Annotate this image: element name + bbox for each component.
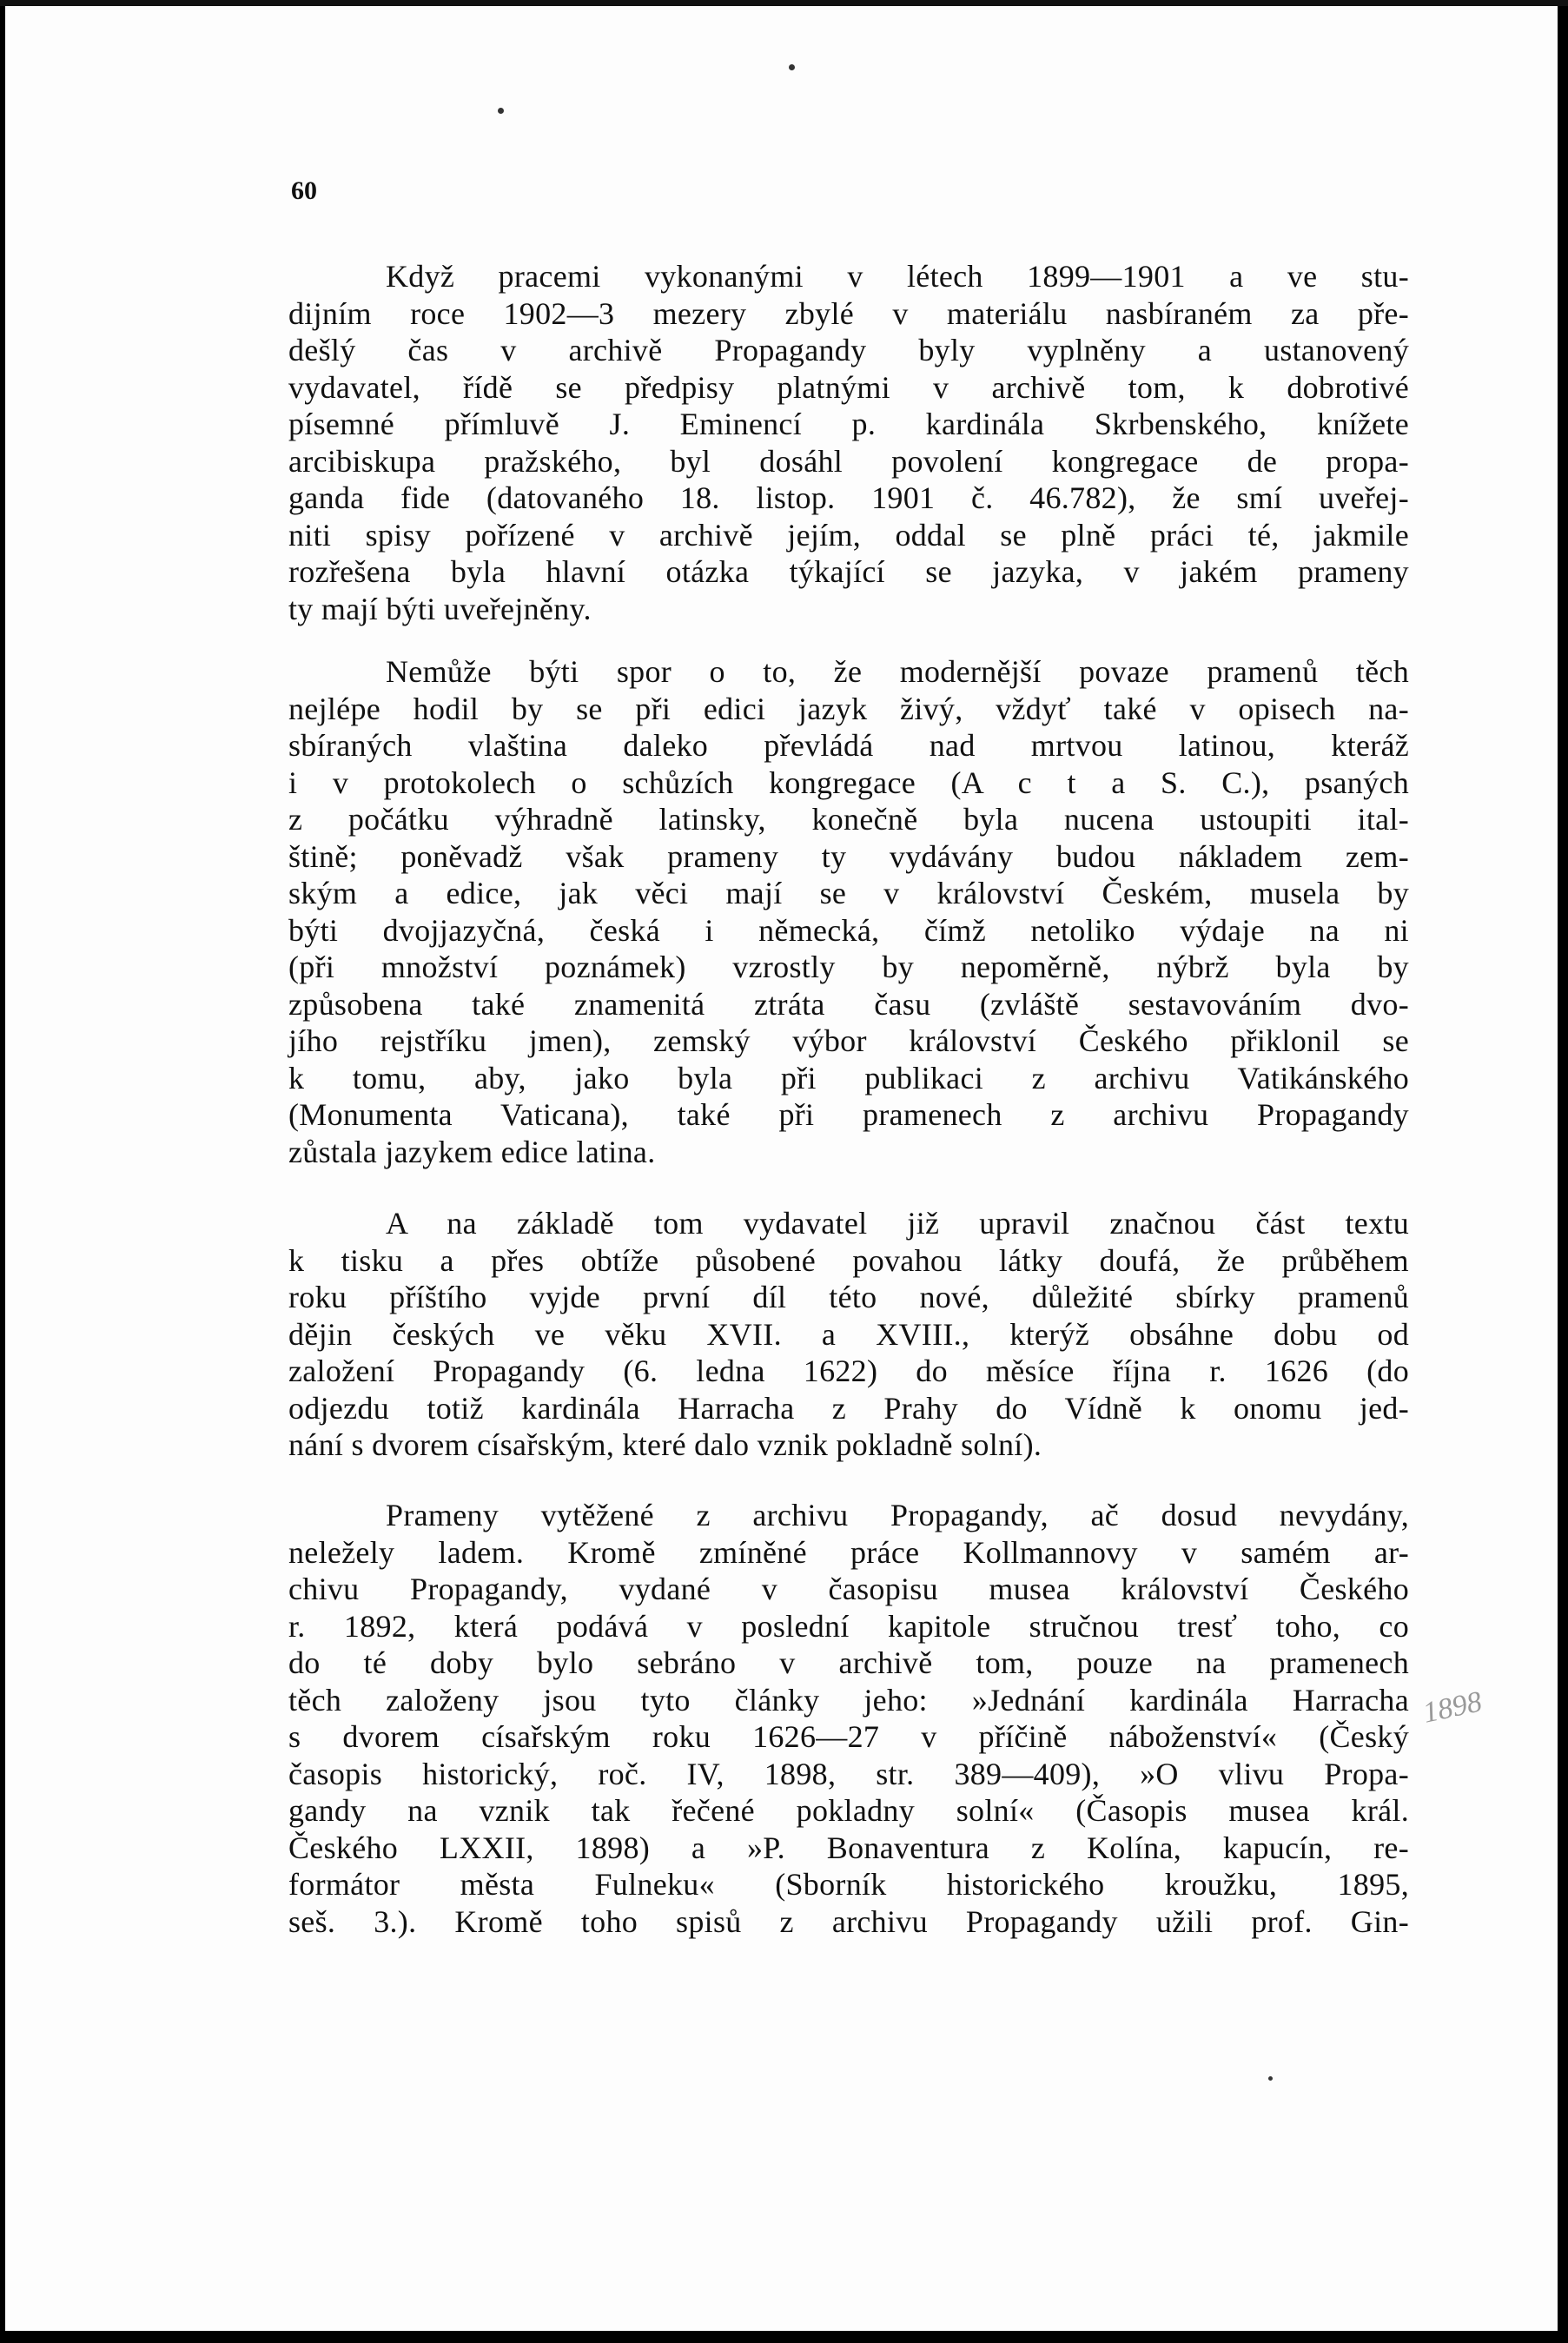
- text-line: (při množství poznámek) vzrostly by nepoměrně, nýbrž byla by: [288, 950, 1409, 984]
- text-line: dešlý čas v archivě Propagandy byly vyplněny a ustanovený: [288, 333, 1409, 367]
- text-line: (Monumenta Vaticana), také při pramenech z archivu Propagandy: [288, 1097, 1409, 1132]
- scan-top-edge: [0, 0, 1568, 6]
- paragraph-3: [288, 1205, 1409, 1464]
- paragraph-4: [288, 1497, 1409, 1940]
- text-line: sbíraných vlaština daleko převládá nad mrtvou latinou, kteráž: [288, 728, 1409, 763]
- text-line: Českého LXXII, 1898) a »P. Bonaventura z Kolína, kapucín, re-: [288, 1830, 1409, 1865]
- text-line: zůstala jazykem edice latina.: [288, 1134, 656, 1169]
- scan-speck: [1268, 2076, 1273, 2081]
- document-page: [5, 6, 1558, 2331]
- handwritten-margin-note: 1898: [1419, 1685, 1485, 1730]
- text-line: chivu Propagandy, vydané v časopisu musea království Českého: [288, 1572, 1409, 1606]
- text-line: z počátku výhradně latinsky, konečně byla nucena ustoupiti ital-: [288, 802, 1409, 837]
- text-line: s dvorem císařským roku 1626—27 v příčině náboženství« (Český: [288, 1719, 1409, 1754]
- text-line: dijním roce 1902—3 mezery zbylé v materiálu nasbíraném za pře-: [288, 295, 1409, 331]
- text-line: odjezdu totiž kardinála Harracha z Prahy do Vídně k onomu jed-: [288, 1390, 1409, 1426]
- text-line: jího rejstříku jmen), zemský výbor království Českého přiklonil se: [288, 1023, 1409, 1058]
- text-line: založení Propagandy (6. ledna 1622) do měsíce října r. 1626 (do: [288, 1354, 1409, 1388]
- text-line: i v protokolech o schůzích kongregace (A c t a S. C.), psaných: [288, 764, 1409, 800]
- text-line: formátor města Fulneku« (Sborník historického kroužku, 1895,: [288, 1867, 1409, 1902]
- text-line: gandy na vznik tak řečené pokladny solní« (Časopis musea král.: [288, 1793, 1409, 1828]
- text-line: nání s dvorem císařským, které dalo vznik pokladně solní).: [288, 1427, 1042, 1462]
- text-line: neležely ladem. Kromě zmíněné práce Kollmannovy v samém ar-: [288, 1534, 1409, 1570]
- text-line: dějin českých ve věku XVII. a XVIII., kterýž obsáhne dobu od: [288, 1316, 1409, 1352]
- text-line: ským a edice, jak věci mají se v království Českém, musela by: [288, 876, 1409, 910]
- text-line: býti dvojjazyčná, česká i německá, čímž netoliko výdaje na ni: [288, 912, 1409, 948]
- scan-speck: [789, 64, 795, 70]
- text-line: k tomu, aby, jako byla při publikaci z archivu Vatikánského: [288, 1060, 1409, 1095]
- text-line: ganda fide (datovaného 18. listop. 1901 č. 46.782), že smí uveřej-: [288, 480, 1409, 515]
- text-line: niti spisy pořízené v archivě jejím, oddal se plně práci té, jakmile: [288, 517, 1409, 553]
- text-line: r. 1892, která podává v poslední kapitole stručnou tresť toho, co: [288, 1608, 1409, 1644]
- text-line: Nemůže býti spor o to, že modernější povaze pramenů těch: [386, 654, 1409, 689]
- scan-speck: [498, 108, 504, 114]
- text-line: časopis historický, roč. IV, 1898, str. 389—409), »O vlivu Propa-: [288, 1756, 1409, 1791]
- text-line: roku příštího vyjde první díl této nové, důležité sbírky pramenů: [288, 1280, 1409, 1314]
- text-line: těch založeny jsou tyto články jeho: »Jednání kardinála Harracha: [288, 1682, 1409, 1718]
- text-line: Když pracemi vykonanými v létech 1899—1901 a ve stu-: [386, 259, 1409, 294]
- text-line: k tisku a přes obtíže působené povahou látky doufá, že průběhem: [288, 1242, 1409, 1278]
- text-line: arcibiskupa pražského, byl dosáhl povolení kongregace de propa-: [288, 443, 1409, 479]
- text-line: ty mají býti uveřejněny.: [288, 591, 592, 626]
- paragraph-2: [288, 653, 1409, 1170]
- text-line: písemné přímluvě J. Eminencí p. kardinála Skrbenského, knížete: [288, 407, 1409, 441]
- text-line: A na základě tom vydavatel již upravil značnou část textu: [386, 1206, 1409, 1241]
- text-line: seš. 3.). Kromě toho spisů z archivu Propagandy užili prof. Gin-: [288, 1903, 1409, 1939]
- paragraph-1: [288, 258, 1409, 627]
- text-line: do té doby bylo sebráno v archivě tom, pouze na pramenech: [288, 1645, 1409, 1680]
- text-line: Prameny vytěžené z archivu Propagandy, ač dosud nevydány,: [386, 1498, 1409, 1532]
- text-line: štině; poněvadž však prameny ty vydávány budou nákladem zem-: [288, 838, 1409, 874]
- page-number: 60: [291, 176, 317, 205]
- text-line: nejlépe hodil by se při edici jazyk živý, vždyť také v opisech na-: [288, 691, 1409, 726]
- text-line: vydavatel, řídě se předpisy platnými v archivě tom, k dobrotivé: [288, 369, 1409, 405]
- text-line: rozřešena byla hlavní otázka týkající se jazyka, v jakém prameny: [288, 554, 1409, 589]
- text-line: způsobena také znamenitá ztráta času (zvláště sestavováním dvo-: [288, 986, 1409, 1022]
